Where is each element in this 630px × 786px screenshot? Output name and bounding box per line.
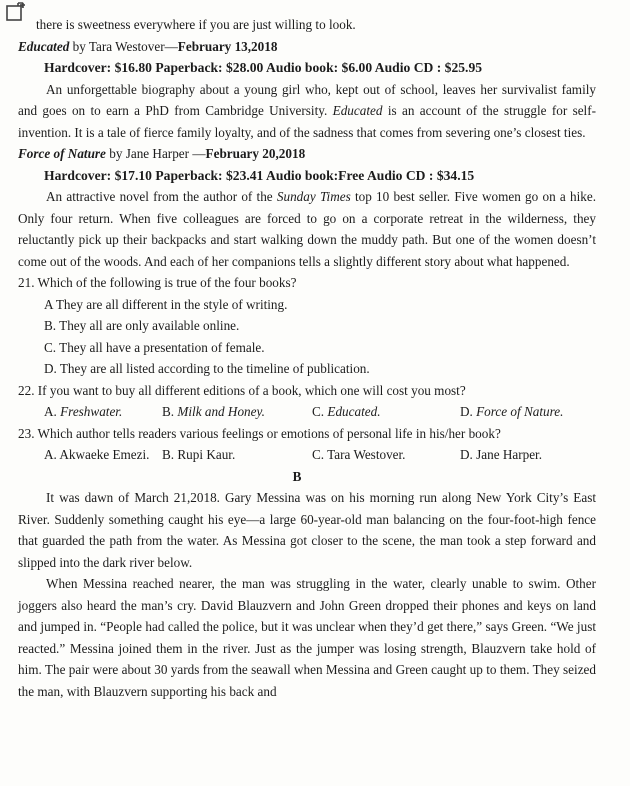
description-text: is an account of the struggle for self-invention. It is a tale of fierce family loyalty, and of the sadness that comes from severing one’s closest ties.: [18, 103, 597, 140]
book-author: by Jane Harper —: [105, 146, 206, 161]
question-21-stem: 21. Which of the following is true of the four books?: [18, 275, 297, 290]
question-22-option-b: B. Milk and Honey.: [162, 404, 265, 419]
book-description: [18, 79, 596, 144]
book-heading-educated: [18, 36, 596, 58]
question-23-option-a: A. Akwaeke Emezi.: [44, 447, 150, 462]
question-23-options: [18, 444, 596, 466]
description-text: An unforgettable biography about a young girl who, kept out of school, leaves her survivalist family and goes on to earn a PhD from Cambridge University.: [18, 81, 596, 118]
book-title: Force of Nature: [18, 146, 106, 161]
question-22-option-c: C. Educated.: [312, 404, 381, 419]
question-22-stem: 22. If you want to buy all different editions of a book, which one will cost you most?: [18, 382, 466, 398]
description-text: top 10 best seller. Five women go on a hike. Only four return. When five colleagues are forced to go on a corporate retreat in the wilderness, they reluctantly pick up their backpacks and start walking down the muddy path. But one of the women doesn’t come out of the woods. And each of her companions tells a slightly different story about what happened.: [18, 189, 596, 269]
question-22-option-a: A. Freshwater.: [44, 404, 123, 419]
book-heading-force-of-nature: [18, 143, 596, 165]
passage-b-paragraph-1: It was dawn of March 21,2018. Gary Messina was on his morning run along New York City’s East River. Suddenly something caught his eye—a large 60-year-old man balancing on the four-foot-high fence that guarded the path from the water. As Messina got closer to the scene, the man took a step forward and slipped into the dark river below.: [18, 490, 596, 570]
book-description: [18, 186, 596, 272]
passage-b-paragraph-2: When Messina reached nearer, the man was struggling in the water, clearly unable to swim. Other joggers also heard the man’s cry. David Blauzvern and John Green dropped their phones and keys on land and jumped in. “People had called the police, but it was unclear when they’d get there,” says Green. “We just reacted.” Messina joined them in the river. Just as the jumper was losing strength, Blauzvern take hold of him. The pair were about 30 yards from the seawall when Messina and Green caught up to them. They seized the man, with Blauzvern supporting his back and: [18, 576, 596, 699]
question-21-option-b: B. They all are only available online.: [44, 318, 240, 333]
question-21-option-a: A They are all different in the style of writing.: [44, 296, 288, 312]
section-label: B: [292, 468, 302, 484]
description-italic: Sunday Times: [276, 189, 351, 204]
question-23-stem: 23. Which author tells readers various feelings or emotions of personal life in his/her book?: [18, 425, 501, 441]
question-23-option-c: C. Tara Westover.: [312, 447, 406, 462]
question-22-option-d: D. Force of Nature.: [460, 404, 564, 419]
book-date: February 20,2018: [205, 146, 306, 161]
question-23-option-b: B. Rupi Kaur.: [162, 447, 236, 462]
description-italic: Educated: [332, 103, 383, 118]
intro-line: there is sweetness everywhere if you are just willing to look.: [36, 17, 356, 32]
crop-icon: [4, 2, 26, 24]
book-author: by Tara Westover—: [69, 38, 178, 54]
question-23-option-d: D. Jane Harper.: [460, 447, 543, 462]
question-21-option-d: D. They are all listed according to the timeline of publication.: [44, 361, 370, 376]
description-text: An attractive novel from the author of the: [46, 189, 277, 204]
book-title: Educated: [18, 38, 70, 54]
book-prices: Hardcover: $17.10 Paperback: $23.41 Audio book:Free Audio CD : $34.15: [44, 167, 475, 183]
book-date: February 13,2018: [177, 38, 278, 54]
book-prices: Hardcover: $16.80 Paperback: $28.00 Audio book: $6.00 Audio CD : $25.95: [44, 60, 483, 75]
question-22-options: [18, 401, 596, 423]
question-21-option-c: C. They all have a presentation of female.: [44, 339, 265, 355]
